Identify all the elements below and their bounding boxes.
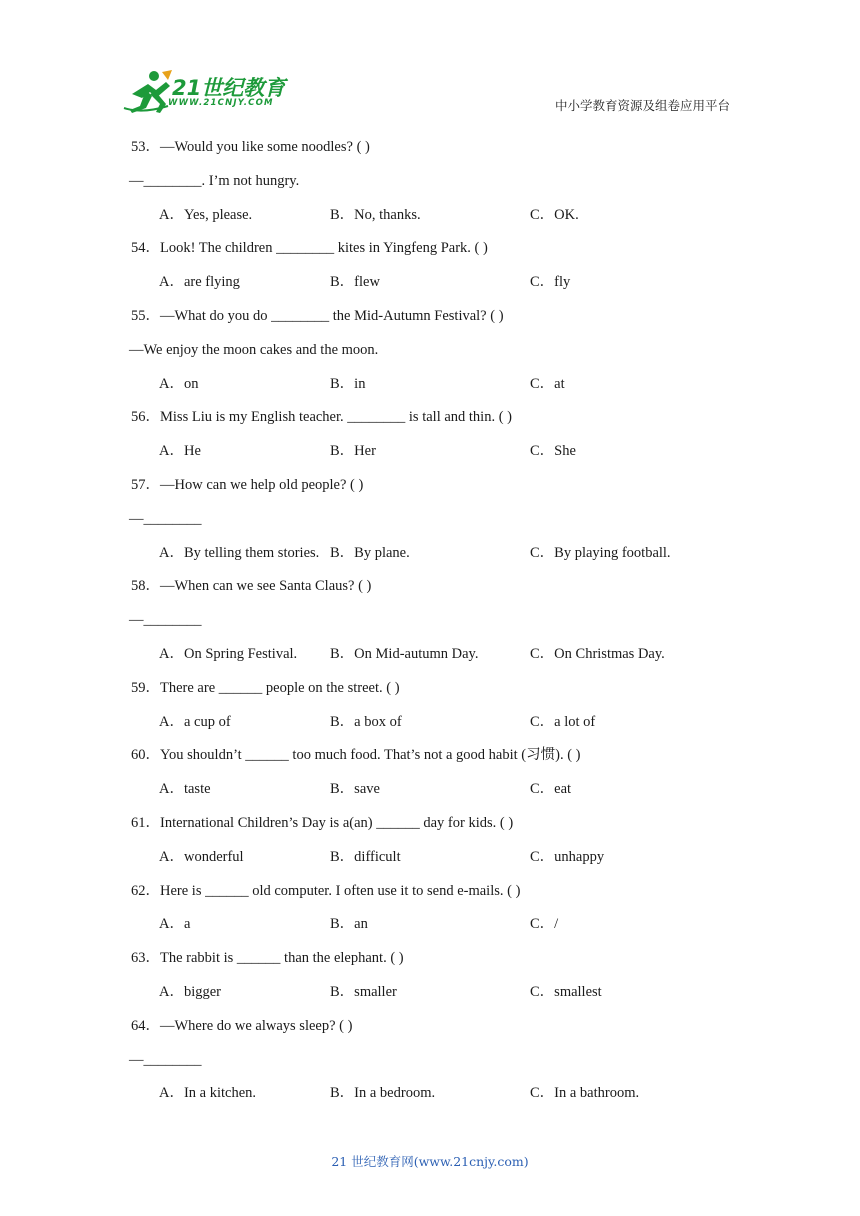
- question-stem: 63．The rabbit is ______ than the elephant. ( ): [131, 950, 404, 967]
- option-c[interactable]: C．fly: [530, 274, 571, 291]
- option-b[interactable]: B．save: [330, 781, 380, 798]
- answer-line: —________: [129, 510, 202, 527]
- logo-url: WWW.21CNJY.COM: [168, 98, 274, 108]
- answer-line: —We enjoy the moon cakes and the moon.: [129, 341, 379, 358]
- option-a[interactable]: A．a cup of: [159, 713, 231, 730]
- option-c[interactable]: C．a lot of: [530, 713, 596, 730]
- question-stem: 56．Miss Liu is my English teacher. ________ is tall and thin. ( ): [131, 409, 512, 426]
- option-c[interactable]: C．/: [530, 916, 559, 933]
- question-stem: 54．Look! The children ________ kites in Yingfeng Park. ( ): [131, 240, 488, 257]
- option-b[interactable]: B．In a bedroom.: [330, 1085, 436, 1102]
- answer-line: —________: [129, 1051, 202, 1068]
- question-stem: 55．—What do you do ________ the Mid-Autumn Festival? ( ): [131, 308, 504, 324]
- option-b[interactable]: B．flew: [330, 274, 380, 291]
- answer-line: —________. I’m not hungry.: [129, 172, 300, 189]
- option-b[interactable]: B．in: [330, 375, 366, 392]
- option-b[interactable]: B．smaller: [330, 984, 397, 1000]
- question-stem: 61．International Children’s Day is a(an) ______ day for kids. ( ): [131, 815, 514, 831]
- question-stem: 64．—Where do we always sleep? ( ): [131, 1017, 353, 1034]
- option-b[interactable]: B．No, thanks.: [330, 206, 421, 223]
- option-a[interactable]: A．Yes, please.: [159, 206, 253, 223]
- runner-logo-icon: [122, 68, 174, 114]
- question-stem: 57．—How can we help old people? ( ): [131, 477, 364, 493]
- option-a[interactable]: A．taste: [159, 781, 211, 798]
- question-stem: 62．Here is ______ old computer. I often use it to send e-mails. ( ): [131, 882, 521, 899]
- option-c[interactable]: C．By playing football.: [530, 544, 671, 561]
- option-c[interactable]: C．smallest: [530, 984, 602, 1000]
- option-a[interactable]: A．He: [159, 443, 201, 460]
- page-header: [0, 0, 860, 120]
- option-a[interactable]: A．bigger: [159, 984, 222, 1000]
- site-logo: [122, 68, 292, 114]
- answer-line: —________: [129, 612, 202, 629]
- option-c[interactable]: C．unhappy: [530, 848, 605, 865]
- question-stem: 60．You shouldn’t ______ too much food. That’s not a good habit (习惯). ( ): [131, 747, 581, 764]
- option-a[interactable]: A．wonderful: [159, 848, 244, 865]
- option-a[interactable]: A．By telling them stories.: [159, 544, 320, 561]
- question-stem: 53．—Would you like some noodles? ( ): [131, 139, 370, 155]
- option-c[interactable]: C．In a bathroom.: [530, 1085, 640, 1102]
- option-a[interactable]: A．are flying: [159, 274, 240, 291]
- option-b[interactable]: B．a box of: [330, 713, 402, 730]
- option-b[interactable]: B．By plane.: [330, 544, 410, 561]
- option-a[interactable]: A．In a kitchen.: [159, 1085, 257, 1102]
- question-stem: 59．There are ______ people on the street. ( ): [131, 679, 400, 696]
- logo-text: 21世纪教育: [172, 76, 286, 100]
- header-tagline: 中小学教育资源及组卷应用平台: [554, 98, 730, 113]
- page-footer: 21 世纪教育网(www.21cnjy.com): [331, 1154, 529, 1169]
- option-c[interactable]: C．eat: [530, 781, 572, 798]
- option-c[interactable]: C．at: [530, 375, 565, 392]
- option-a[interactable]: A．On Spring Festival.: [159, 646, 298, 662]
- option-b[interactable]: B．Her: [330, 443, 376, 460]
- option-a[interactable]: A．on: [159, 375, 199, 392]
- option-a[interactable]: A．a: [159, 916, 191, 933]
- option-b[interactable]: B．difficult: [330, 848, 401, 865]
- question-stem: 58．—When can we see Santa Claus? ( ): [131, 578, 372, 595]
- option-b[interactable]: B．On Mid-autumn Day.: [330, 646, 479, 662]
- option-c[interactable]: C．OK.: [530, 206, 579, 223]
- option-c[interactable]: C．On Christmas Day.: [530, 646, 665, 662]
- option-c[interactable]: C．She: [530, 443, 576, 460]
- option-b[interactable]: B．an: [330, 916, 368, 933]
